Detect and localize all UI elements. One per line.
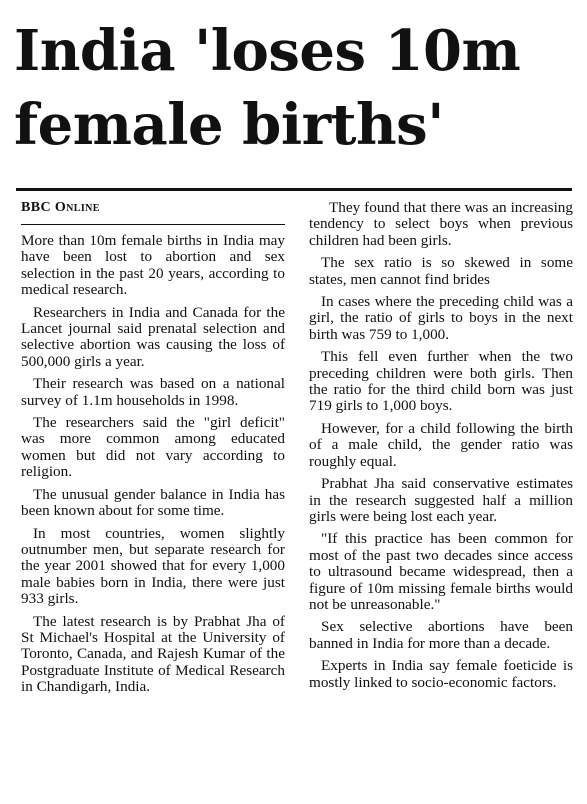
paragraph: Sex selective abortions have been banned in India for more than a decade. [309, 618, 573, 652]
paragraph: This fell even further when the two preceding children were both girls. Then the ratio for the third child born was just 719 girls to 1,000 boys. [309, 348, 573, 415]
paragraph: The latest research is by Prabhat Jha of St Michael's Hospital at the University of Toronto, Canada, and Rajesh Kumar of the Postgraduate Institute of Medical Research in Chandigarh, India. [21, 612, 285, 696]
paragraph: In cases where the preceding child was a girl, the ratio of girls to boys in the next birth was 759 to 1,000. [309, 293, 573, 343]
paragraph: The unusual gender balance in India has been known about for some time. [21, 485, 285, 520]
paragraph: They found that there was an increasing tendency to select boys when previous children had been girls. [309, 199, 573, 249]
headline-line-2: female births' [14, 92, 444, 158]
headline-rule [16, 188, 572, 191]
paragraph: The researchers said the "girl deficit" was more common among educated women but did not vary according to religion. [21, 414, 285, 481]
article-column-right [309, 200, 573, 697]
paragraph: However, for a child following the birth of a male child, the gender ratio was roughly equal. [309, 419, 573, 470]
headline [14, 14, 580, 162]
paragraph: Researchers in India and Canada for the Lancet journal said prenatal selection and selective abortion was causing the loss of 500,000 girls a year. [21, 303, 285, 370]
byline: BBC Online [21, 200, 285, 225]
paragraph: Their research was based on a national survey of 1.1m households in 1998. [21, 375, 285, 409]
paragraph: "If this practice has been common for most of the past two decades since access to ultrasound became widespread, then a figure of 10m missing female births would not be unreasonable." [309, 530, 573, 613]
paragraph: Experts in India say female foeticide is mostly linked to socio-economic factors. [309, 657, 573, 691]
paragraph: Prabhat Jha said conservative estimates in the research suggested half a million girls were being lost each year. [309, 475, 573, 525]
article-column-left [21, 200, 285, 702]
headline-line-1: India 'loses 10m [14, 18, 521, 84]
paragraph: In most countries, women slightly outnumber men, but separate research for the year 2001 showed that for every 1,000 male babies born in India, there were just 933 girls. [21, 524, 285, 608]
paragraph: The sex ratio is so skewed in some states, men cannot find brides [309, 254, 573, 288]
paragraph: More than 10m female births in India may have been lost to abortion and sex selection in the past 20 years, according to medical research. [21, 232, 285, 299]
